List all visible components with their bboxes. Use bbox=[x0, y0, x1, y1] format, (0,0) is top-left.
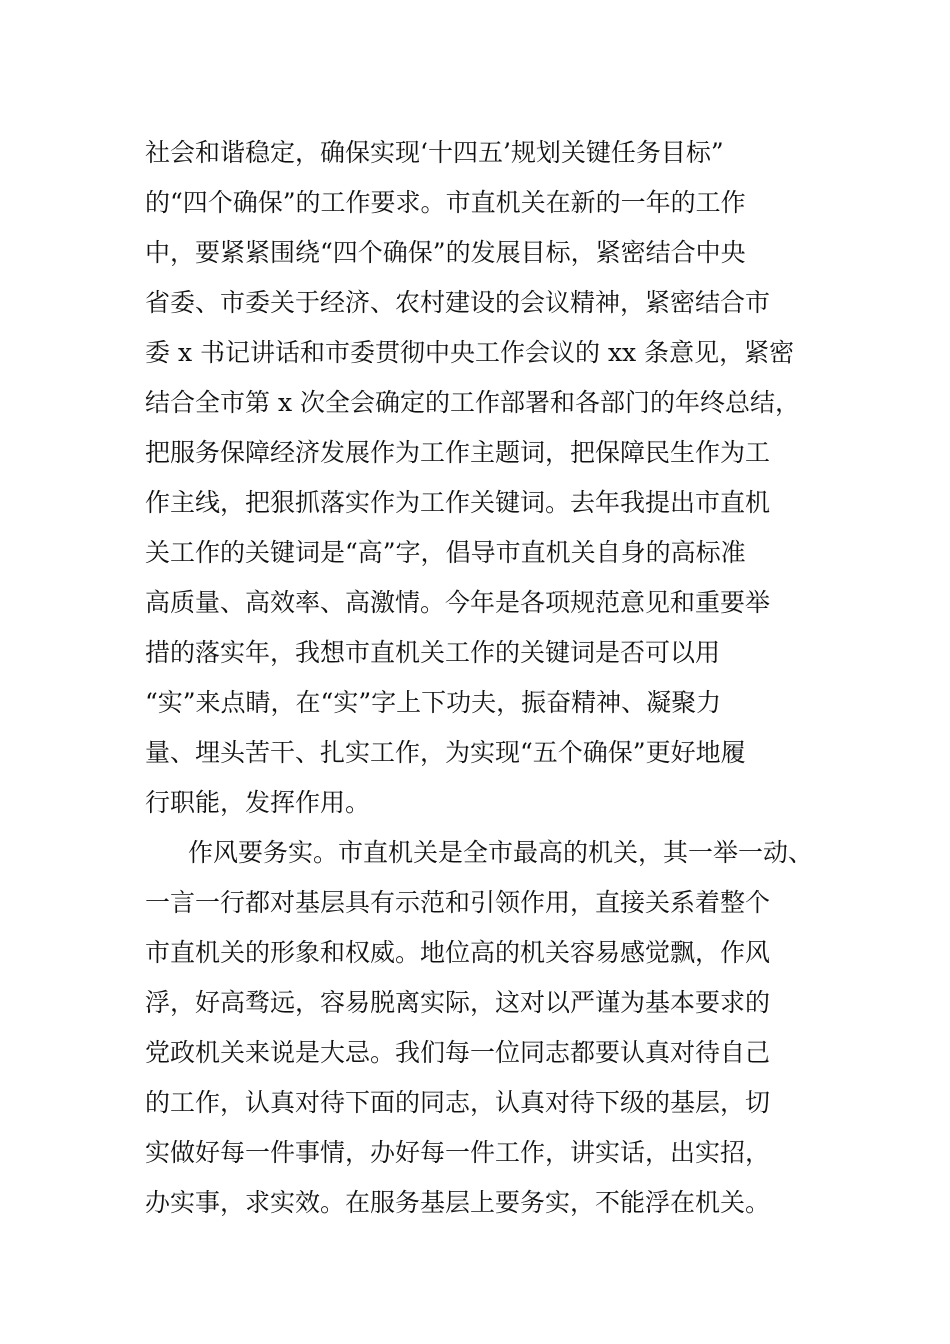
text-line: “实”来点睛，在“实”字上下功夫，振奋精神、凝聚力 bbox=[145, 688, 722, 717]
text-line: 高质量、高效率、高激情。今年是各项规范意见和重要举 bbox=[145, 588, 771, 617]
text-line: 党政机关来说是大忌。我们每一位同志都要认真对待自己 bbox=[145, 1038, 771, 1067]
text-line: 的“四个确保”的工作要求。市直机关在新的一年的工作 bbox=[145, 188, 746, 217]
text-line: 作风要务实。市直机关是全市最高的机关，其一举一动、 bbox=[188, 838, 814, 867]
paragraph-2 bbox=[145, 828, 835, 1228]
text-line: 行职能，发挥作用。 bbox=[145, 788, 371, 817]
text-line: 委 x 书记讲话和市委贯彻中央工作会议的 xx 条意见，紧密 bbox=[145, 338, 795, 367]
text-line: 量、埋头苦干、扎实工作，为实现“五个确保”更好地履 bbox=[145, 738, 746, 767]
text-line: 一言一行都对基层具有示范和引领作用，直接关系着整个 bbox=[145, 888, 771, 917]
text-line: 关工作的关键词是“高”字，倡导市直机关自身的高标准 bbox=[145, 538, 746, 567]
paragraph-1 bbox=[145, 128, 835, 828]
text-line: 市直机关的形象和权威。地位高的机关容易感觉飘，作风 bbox=[145, 938, 771, 967]
text-line: 把服务保障经济发展作为工作主题词，把保障民生作为工 bbox=[145, 438, 771, 467]
text-line: 结合全市第 x 次全会确定的工作部署和各部门的年终总结， bbox=[145, 388, 800, 417]
text-line: 作主线，把狠抓落实作为工作关键词。去年我提出市直机 bbox=[145, 488, 771, 517]
text-line: 的工作，认真对待下面的同志，认真对待下级的基层，切 bbox=[145, 1088, 771, 1117]
text-line: 实做好每一件事情，办好每一件工作，讲实话，出实招， bbox=[145, 1138, 771, 1167]
text-line: 中，要紧紧围绕“四个确保”的发展目标，紧密结合中央 bbox=[145, 238, 746, 267]
text-line: 办实事，求实效。在服务基层上要务实，不能浮在机关。 bbox=[145, 1188, 771, 1217]
text-line: 措的落实年，我想市直机关工作的关键词是否可以用 bbox=[145, 638, 721, 667]
text-line: 省委、市委关于经济、农村建设的会议精神，紧密结合市 bbox=[145, 288, 771, 317]
text-line: 社会和谐稳定，确保实现‘十四五’规划关键任务目标” bbox=[145, 138, 724, 167]
text-line: 浮，好高骛远，容易脱离实际，这对以严谨为基本要求的 bbox=[145, 988, 771, 1017]
document-body bbox=[145, 128, 835, 1228]
